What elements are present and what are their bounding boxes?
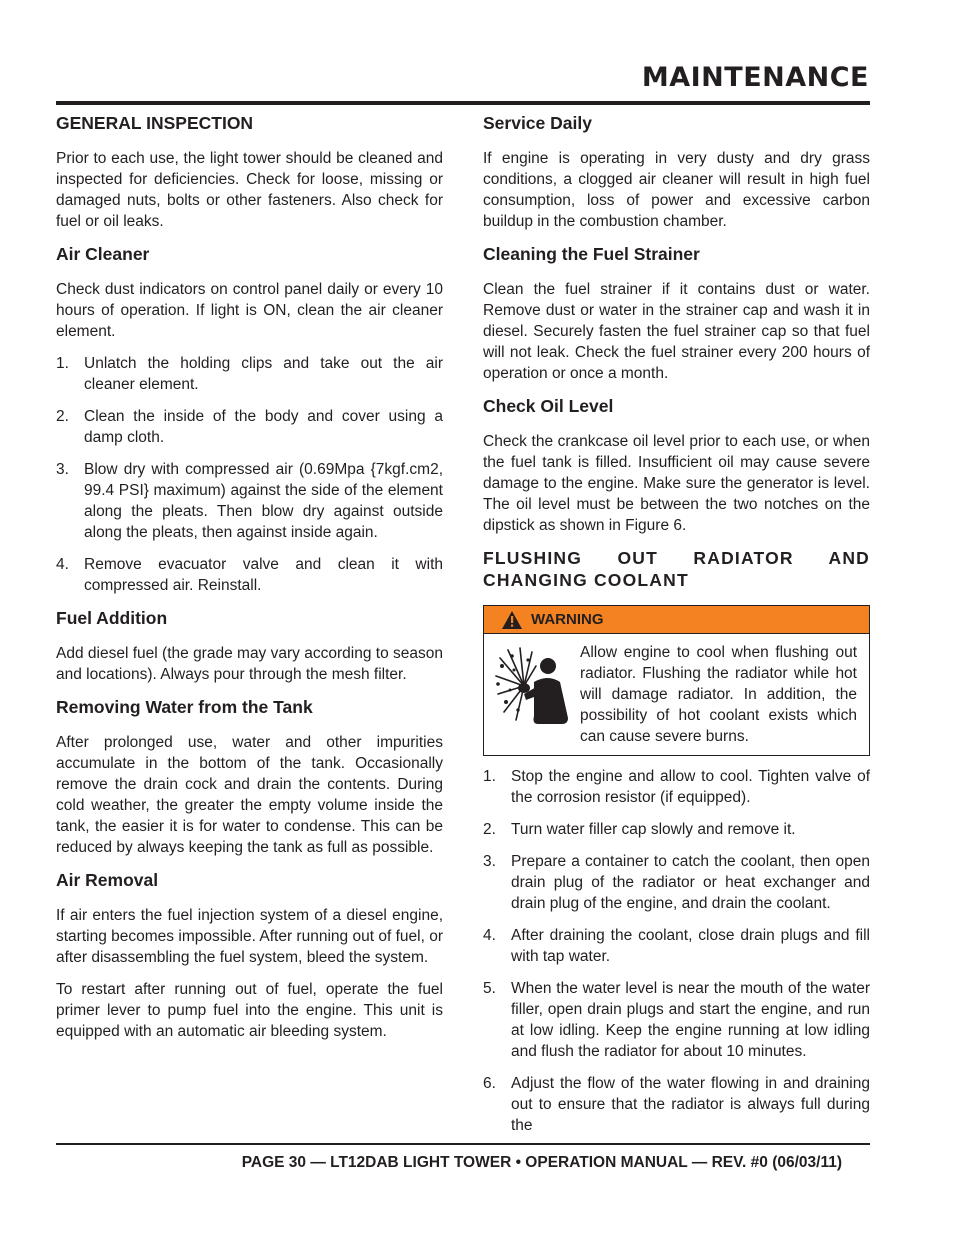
list-item	[483, 978, 870, 1062]
left-column	[56, 112, 443, 1053]
step-number: 3.	[56, 461, 69, 478]
general-inspection-heading: GENERAL INSPECTION	[56, 113, 254, 133]
removing-water-text: After prolonged use, water and other impurities accumulate in the bottom of the tank. Occasionally remove the drain cock and drain the contents. During cold weather, the greater the empty volume inside the tank, the easier it is for water to condense. This can be reduced by always keeping the tank as full as possible.	[56, 734, 443, 856]
step-number: 5.	[483, 980, 496, 997]
warning-body	[484, 634, 869, 755]
step-number: 2.	[56, 408, 69, 425]
flushing-heading: FLUSHING OUT RADIATOR AND CHANGING COOLANT	[483, 548, 870, 590]
air-removal-text-2: To restart after running out of fuel, operate the fuel primer lever to pump fuel into the engine. This unit is equipped with an automatic air bleeding system.	[56, 981, 443, 1040]
list-item	[56, 353, 443, 395]
step-text: When the water level is near the mouth of the water filler, open drain plugs and start the engine, and run at low idling. Keep the engine running at low idling and flush the radiator for about 10 minutes.	[511, 980, 870, 1060]
footer-divider	[56, 1143, 870, 1145]
list-item	[483, 1073, 870, 1136]
service-daily-heading: Service Daily	[483, 113, 592, 133]
air-cleaner-text: Check dust indicators on control panel daily or every 10 hours of operation. If light is ON, clean the air cleaner element.	[56, 281, 443, 340]
step-text: Clean the inside of the body and cover using a damp cloth.	[84, 408, 443, 446]
step-number: 2.	[483, 821, 496, 838]
flushing-steps	[483, 766, 870, 1136]
step-text: Prepare a container to catch the coolant, then open drain plug of the radiator or heat exchanger and drain plug of the engine, and drain the coolant.	[511, 853, 870, 912]
page-footer: PAGE 30 — LT12DAB LIGHT TOWER • OPERATION MANUAL — REV. #0 (06/03/11)	[241, 1154, 842, 1171]
step-number: 3.	[483, 853, 496, 870]
step-number: 4.	[483, 927, 496, 944]
step-number: 1.	[56, 355, 69, 372]
list-item	[483, 925, 870, 967]
step-number: 1.	[483, 768, 496, 785]
list-item	[56, 554, 443, 596]
header-divider	[56, 101, 870, 105]
removing-water-heading: Removing Water from the Tank	[56, 697, 313, 717]
step-text: Blow dry with compressed air (0.69Mpa {7kgf.cm2, 99.4 PSI} maximum) against the side of the element along the pleats. Then blow dry against outside along the pleats, then against inside again.	[84, 461, 443, 541]
air-cleaner-steps	[56, 353, 443, 596]
air-removal-text-1: If air enters the fuel injection system of a diesel engine, starting becomes impossible. After running out of fuel, or after disassembling the fuel system, bleed the system.	[56, 907, 443, 966]
fuel-strainer-text: Clean the fuel strainer if it contains dust or water. Remove dust or water in the strainer cap and wash it in diesel. Securely fasten the fuel strainer cap so that fuel will not leak. Check the fuel strainer every 200 hours of operation or once a month.	[483, 281, 870, 382]
fuel-strainer-heading: Cleaning the Fuel Strainer	[483, 244, 700, 264]
step-number: 4.	[56, 556, 69, 573]
list-item	[483, 851, 870, 914]
air-cleaner-heading: Air Cleaner	[56, 244, 150, 264]
general-inspection-text: Prior to each use, the light tower should be cleaned and inspected for deficiencies. Check for loose, missing or damaged nuts, bolts or other fasteners. Also check for fuel or oil leaks.	[56, 150, 443, 230]
step-text: After draining the coolant, close drain plugs and fill with tap water.	[511, 927, 870, 965]
step-text: Stop the engine and allow to cool. Tighten valve of the corrosion resistor (if equipped).	[511, 768, 870, 806]
air-removal-heading: Air Removal	[56, 870, 159, 890]
warning-text: Allow engine to cool when flushing out radiator. Flushing the radiator while hot will damage radiator. In addition, the possibility of hot coolant exists which can cause severe burns.	[580, 644, 857, 745]
step-text: Remove evacuator valve and clean it with compressed air. Reinstall.	[84, 556, 443, 594]
warning-header	[484, 606, 869, 634]
list-item	[483, 766, 870, 808]
step-text: Adjust the flow of the water flowing in and draining out to ensure that the radiator is always full during the	[511, 1075, 870, 1134]
list-item	[56, 406, 443, 448]
service-daily-text: If engine is operating in very dusty and dry grass conditions, a clogged air cleaner will result in high fuel consumption, loss of power and excessive carbon buildup in the combustion chamber.	[483, 150, 870, 230]
list-item	[56, 459, 443, 543]
fuel-addition-heading: Fuel Addition	[56, 608, 168, 628]
warning-label: WARNING	[531, 611, 604, 628]
oil-level-heading: Check Oil Level	[483, 396, 614, 416]
step-text: Turn water filler cap slowly and remove it.	[511, 821, 796, 838]
page-title: MAINTENANCE	[641, 62, 869, 93]
step-number: 6.	[483, 1075, 496, 1092]
right-column	[483, 112, 870, 1147]
warning-triangle-icon	[501, 610, 523, 630]
oil-level-text: Check the crankcase oil level prior to each use, or when the fuel tank is filled. Insufficient oil may cause severe damage to the engine. Make sure the generator is level. The oil level must be between the two notches on the dipstick as shown in Figure 6.	[483, 433, 870, 534]
hot-coolant-burn-icon	[494, 646, 570, 726]
warning-box	[483, 605, 870, 756]
list-item	[483, 819, 870, 840]
step-text: Unlatch the holding clips and take out the air cleaner element.	[84, 355, 443, 393]
fuel-addition-text: Add diesel fuel (the grade may vary according to season and locations). Always pour through the mesh filter.	[56, 645, 443, 683]
